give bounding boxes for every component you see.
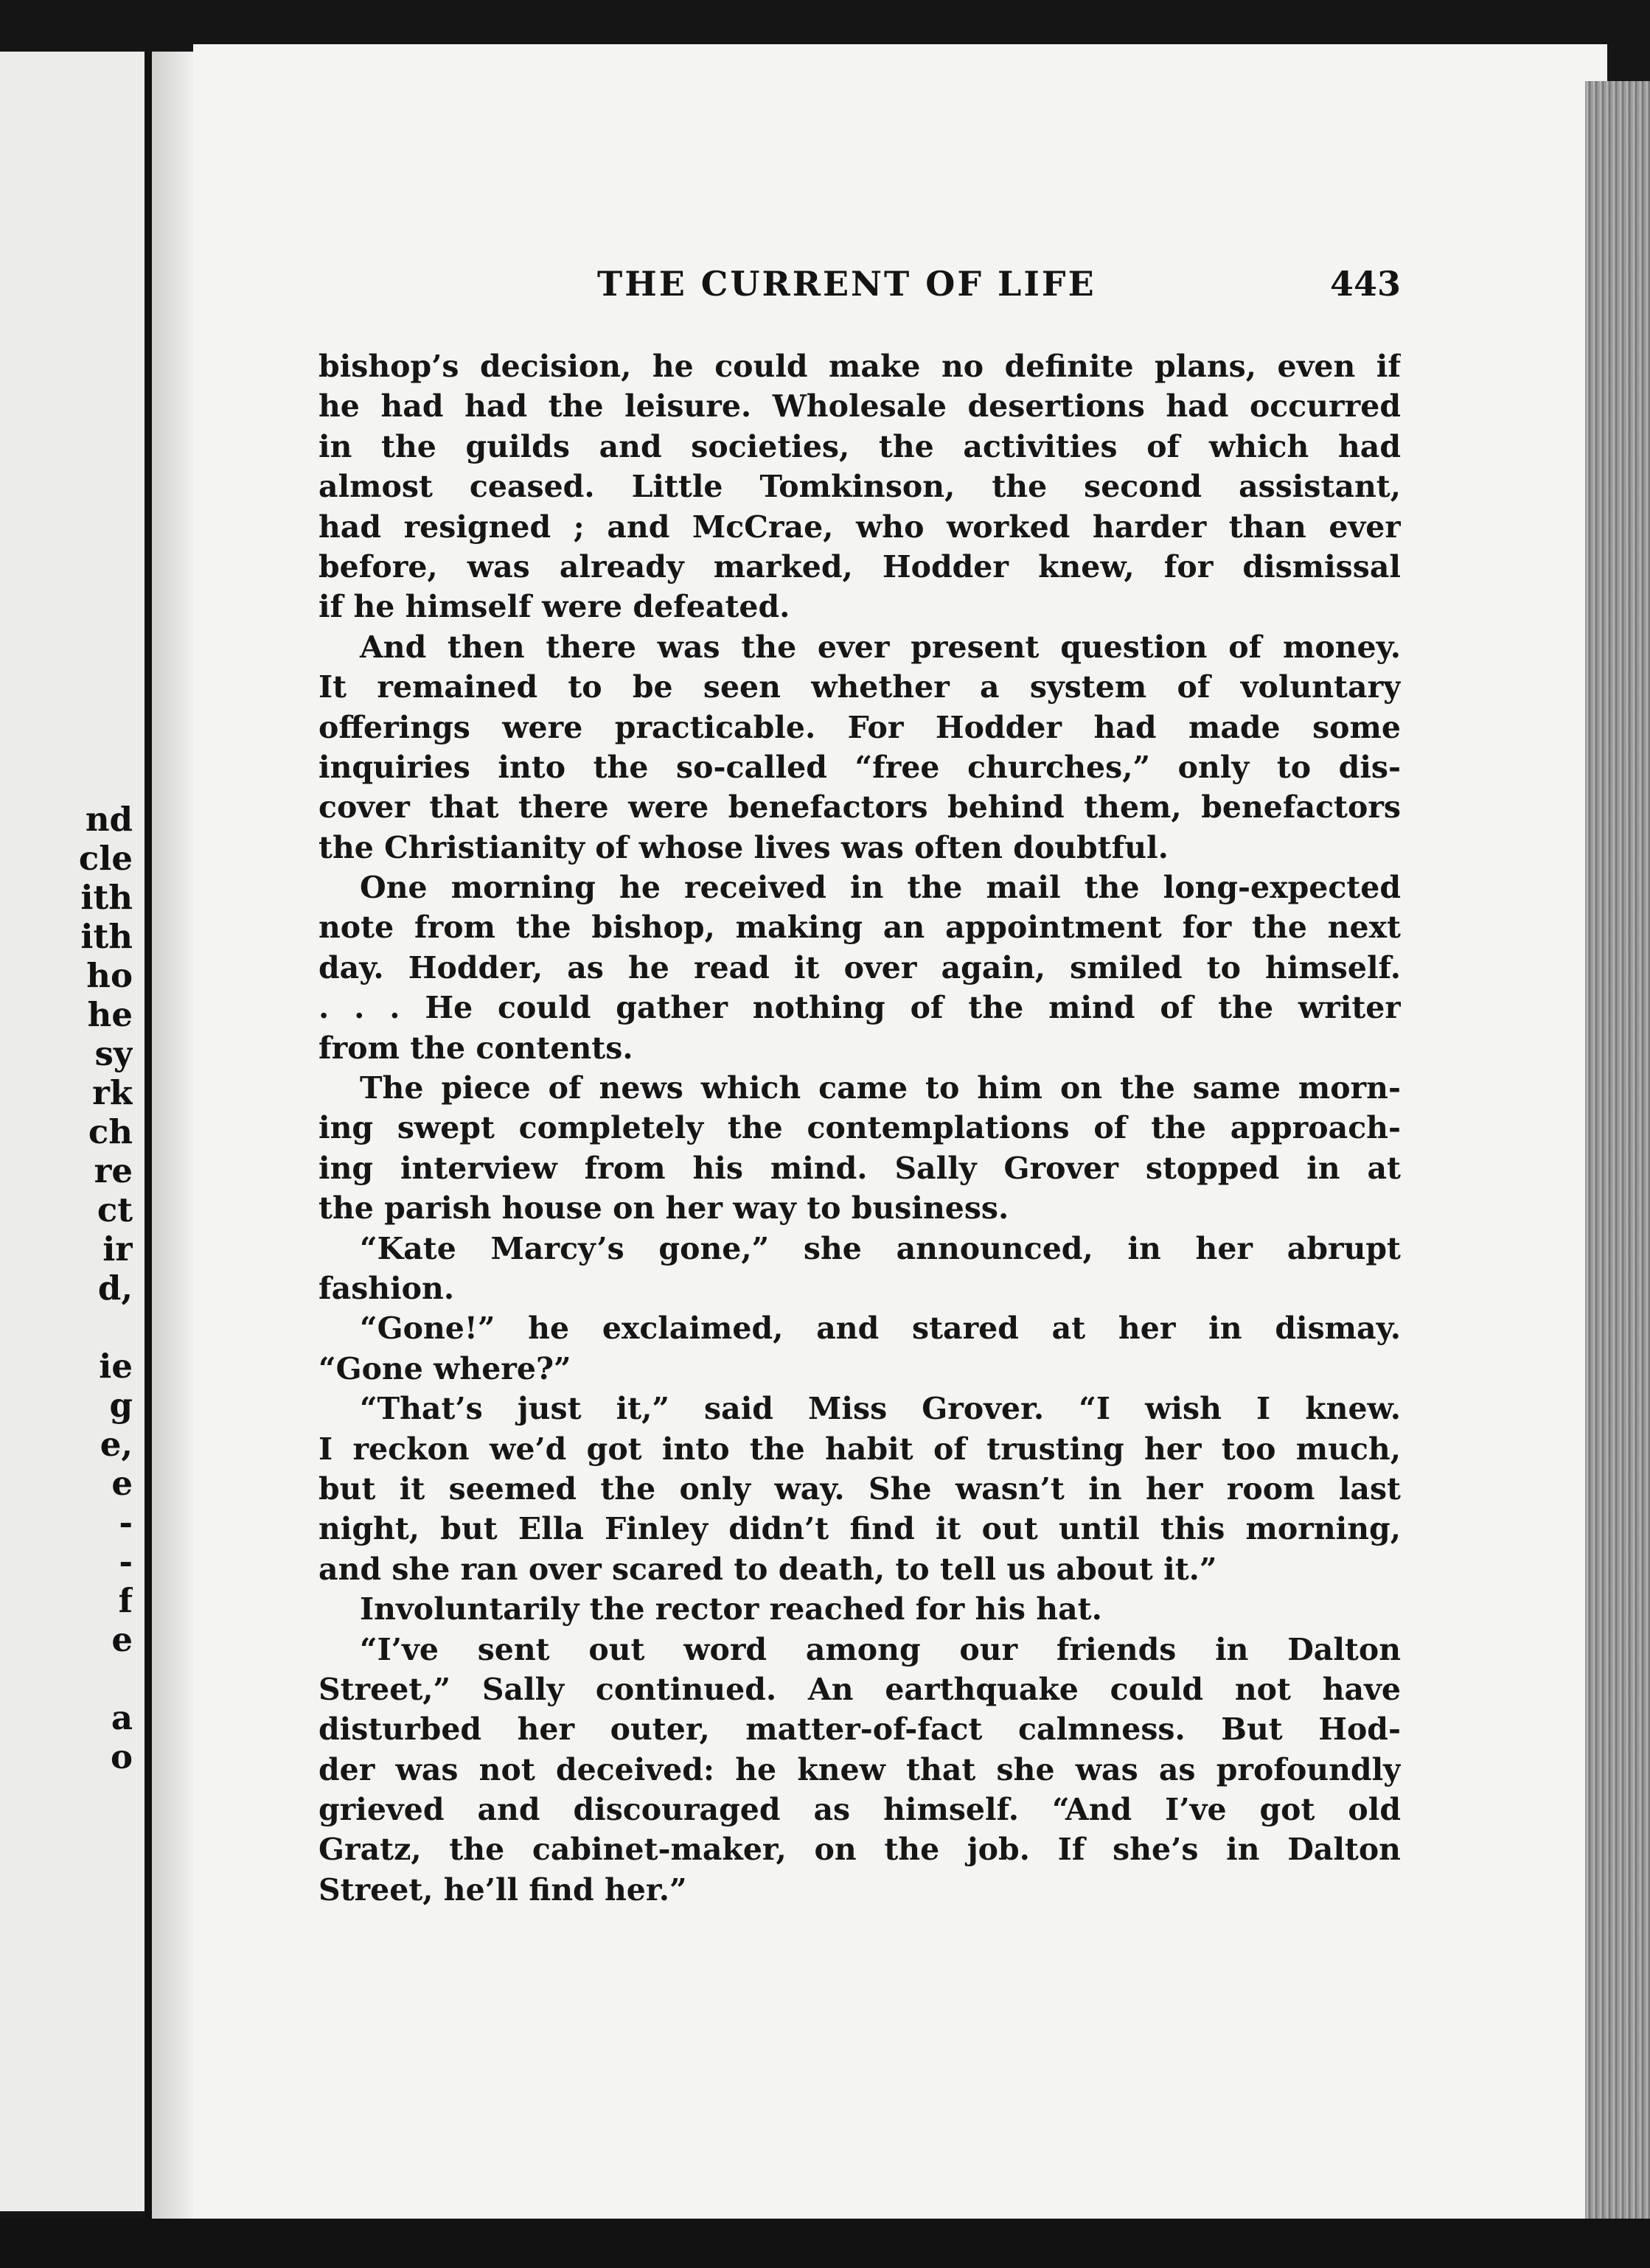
text-line: The piece of news which came to him on the same morn-: [360, 1070, 1401, 1106]
text-line: if he himself were defeated.: [318, 589, 790, 625]
fragment: e: [111, 1464, 133, 1503]
text-line: almost ceased. Little Tomkinson, the second assistant,: [318, 469, 1401, 505]
fragment: e: [111, 1620, 133, 1659]
body-text: [318, 346, 1401, 1910]
fragment: e,: [100, 1425, 133, 1464]
fragment: sy: [94, 1034, 133, 1073]
text-line: It remained to be seen whether a system of voluntary: [318, 669, 1401, 705]
facing-page-text-fragments: [0, 800, 133, 1776]
text-line: the Christianity of whose lives was often doubtful.: [318, 829, 1169, 865]
text-line: Street,” Sally continued. An earthquake could not have: [318, 1671, 1401, 1707]
text-line: ing swept completely the contemplations of the approach-: [318, 1110, 1401, 1146]
text-line: “Gone!” he exclaimed, and stared at her in dismay.: [360, 1311, 1401, 1347]
text-line: note from the bishop, making an appointment for the next: [318, 910, 1401, 946]
text-line: had resigned ; and McCrae, who worked harder than ever: [318, 509, 1401, 545]
fragment: nd: [85, 800, 133, 839]
text-line: day. Hodder, as he read it over again, smiled to himself.: [318, 949, 1401, 985]
fragment: ct: [97, 1190, 133, 1229]
text-line: And then there was the ever present question of money.: [360, 629, 1401, 665]
text-line: disturbed her outer, matter-of-fact calmness. But Hod-: [318, 1712, 1401, 1748]
fragment: re: [94, 1151, 133, 1190]
fragment: [0, 1659, 133, 1698]
text-line: and she ran over scared to death, to tell us about it.”: [318, 1551, 1217, 1587]
text-line: before, was already marked, Hodder knew, for dismissal: [318, 548, 1401, 585]
text-line: offerings were practicable. For Hodder had made some: [318, 709, 1401, 745]
fragment: a: [111, 1698, 133, 1737]
text-line: “That’s just it,” said Miss Grover. “I wish I knew.: [360, 1391, 1401, 1427]
text-line: Street, he’ll find her.”: [318, 1871, 687, 1908]
fragment: g: [109, 1386, 133, 1425]
fragment: ie: [99, 1347, 133, 1386]
fragment: he: [87, 995, 133, 1034]
text-line: ing interview from his mind. Sally Grover stopped in at: [318, 1150, 1401, 1186]
scan-bottom-edge: [0, 2219, 1650, 2268]
text-line: in the guilds and societies, the activities of which had: [318, 428, 1401, 464]
text-line: I reckon we’d got into the habit of trusting her too much,: [318, 1431, 1401, 1467]
fragment: d,: [97, 1269, 133, 1308]
text-line: Involuntarily the rector reached for his hat.: [360, 1591, 1102, 1627]
text-line: Gratz, the cabinet-maker, on the job. If she’s in Dalton: [318, 1832, 1401, 1868]
page-number: 443: [1329, 264, 1401, 304]
fragment: ith: [80, 878, 133, 917]
fragment: -: [119, 1503, 133, 1542]
fragment: cle: [78, 839, 133, 878]
text-line: “Kate Marcy’s gone,” she announced, in her abrupt: [360, 1230, 1401, 1266]
fragment: ho: [86, 956, 133, 995]
text-line: inquiries into the so-called “free churches,” only to dis-: [318, 749, 1401, 785]
fragment: ith: [80, 917, 133, 956]
text-line: “I’ve sent out word among our friends in Dalton: [360, 1631, 1401, 1667]
text-line: but it seemed the only way. She wasn’t in her room last: [318, 1470, 1401, 1507]
text-line: . . . He could gather nothing of the mind of the writer: [318, 990, 1401, 1026]
page-header: [321, 264, 1401, 315]
text-line: night, but Ella Finley didn’t find it out until this morning,: [318, 1511, 1401, 1547]
page-stack-edge: [1585, 81, 1650, 2233]
fragment: [0, 1308, 133, 1347]
text-line: “Gone where?”: [318, 1350, 571, 1386]
fragment: ch: [88, 1112, 133, 1151]
text-line: One morning he received in the mail the long-expected: [360, 870, 1401, 906]
text-line: the parish house on her way to business.: [318, 1190, 1009, 1227]
text-line: he had had the leisure. Wholesale desertions had occurred: [318, 388, 1401, 425]
facing-page-edge: [145, 52, 152, 2219]
text-line: bishop’s decision, he could make no definite plans, even if: [318, 349, 1401, 384]
text-line: der was not deceived: he knew that she was as profoundly: [318, 1751, 1401, 1787]
text-line: cover that there were benefactors behind them, benefactors: [318, 789, 1401, 826]
fragment: f: [118, 1581, 133, 1620]
fragment: o: [110, 1737, 133, 1776]
fragment: ir: [102, 1229, 133, 1269]
fragment: -: [119, 1542, 133, 1581]
book-gutter: [152, 52, 198, 2222]
fragment: rk: [92, 1073, 133, 1112]
text-line: fashion.: [318, 1270, 455, 1306]
text-line: grieved and discouraged as himself. “And I’ve got old: [318, 1792, 1401, 1828]
text-line: from the contents.: [318, 1030, 633, 1066]
running-title: THE CURRENT OF LIFE: [597, 264, 1096, 304]
